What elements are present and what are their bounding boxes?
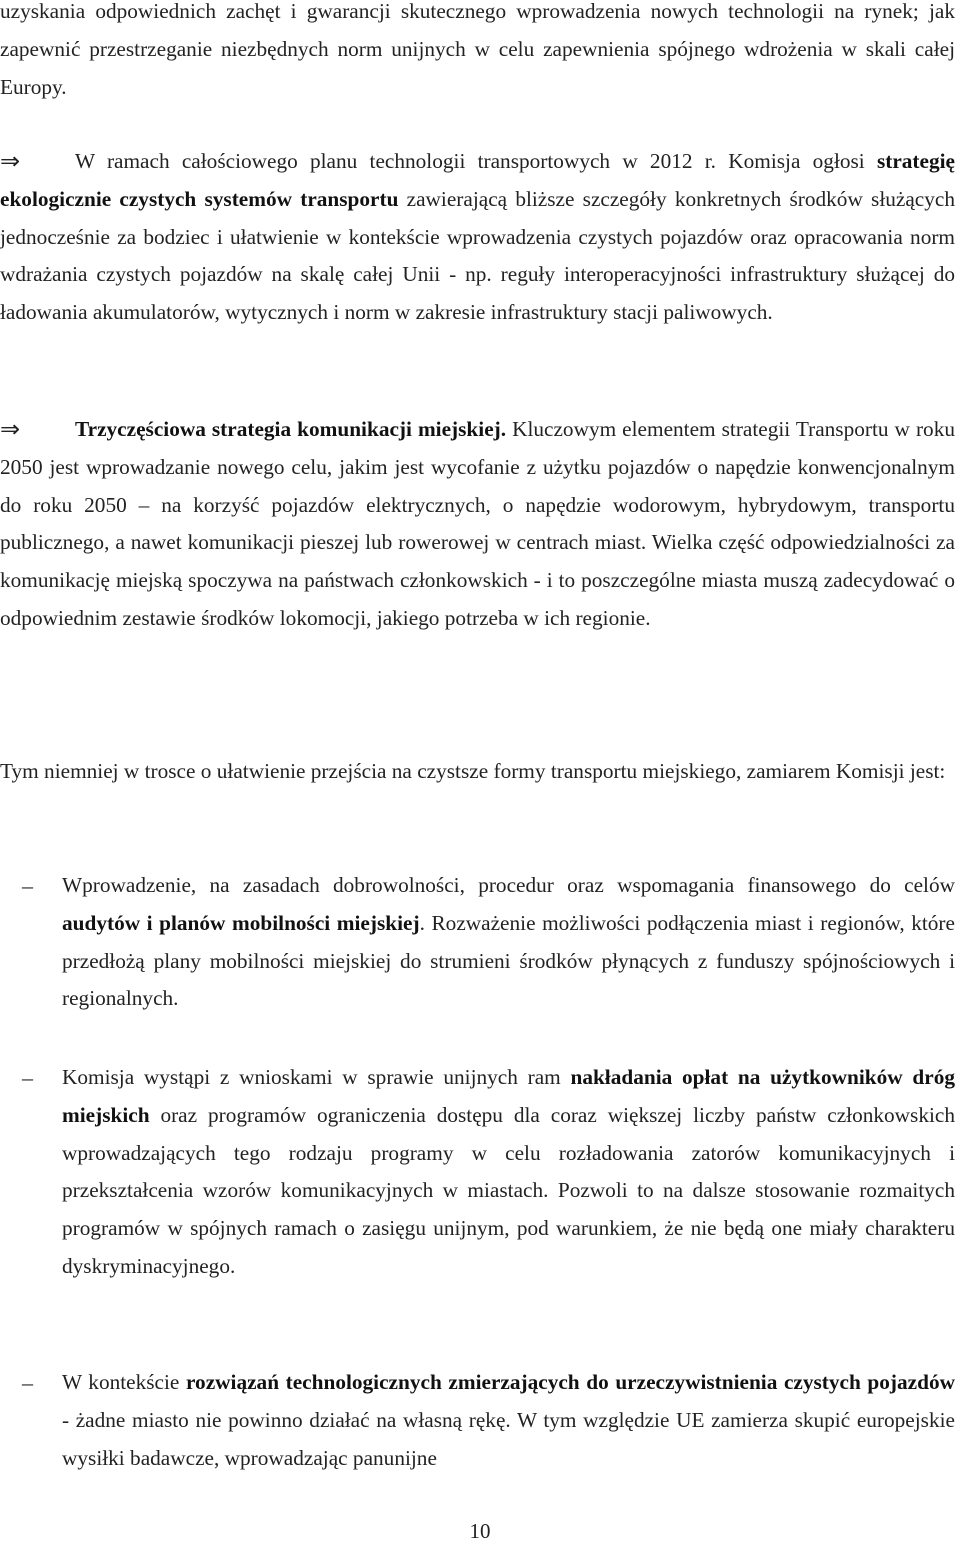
bullet-bold-text: Trzyczęściowa strategia komunikacji miejskiej. — [75, 417, 507, 441]
dash-marker: – — [22, 1065, 33, 1090]
bullet-tail-text: Kluczowym elementem strategii Transportu w roku 2050 jest wprowadzanie nowego celu, jakim jest wycofanie z użytku pojazdów o napędzie konwencjonalnym do roku 2050 – na korzyść pojazdów elektrycznych, o napędzie wodorowym, hybrydowym, transportu publicznego, a nawet komunikacji pieszej lub rowerowej w centrach miast. Wielka część odpowiedzialności za komunikację miejską spoczywa na państwach członkowskich - i to poszczególne miasta muszą zadecydować o odpowiednim zestawie środków lokomocji, jakiego potrzeba w ich regionie. — [0, 417, 955, 630]
bullet-bold-text: strategię ekologicznie czystych systemów transportu — [0, 149, 955, 211]
dash-lead-text: Komisja wystąpi z wnioskami w sprawie unijnych ram — [62, 1065, 571, 1089]
dash-tail-text: oraz programów ograniczenia dostępu dla coraz większej liczby państw członkowskich wprowadzających tego rodzaju programy w celu rozładowania zatorów komunikacyjnych i przekształcenia wzorów komunikacyjnych w miastach. Pozwoli to na dalsze stosowanie rozmaitych programów w spójnych ramach o zasięgu unijnym, pod warunkiem, że nie będą one miały charakteru dyskryminacyjnego. — [62, 1102, 955, 1278]
intro-paragraph: uzyskania odpowiednich zachęt i gwarancji skutecznego wprowadzenia nowych technologii na rynek; jak zapewnić przestrzeganie niezbędnych norm unijnych w celu zapewnienia spójnego wdrożenia w skali całej Europy. — [0, 0, 955, 99]
dash-bold-text: nakładania opłat na użytkowników dróg miejskich — [62, 1065, 955, 1127]
dash-tail-text: . Rozważenie możliwości podłączenia miast i regionów, które przedłożą plany mobilności miejskiej do strumieni środków płynących z funduszy spójnościowych i regionalnych. — [62, 910, 955, 1011]
dash-tail-text: - żadne miasto nie powinno działać na własną rękę. W tym względzie UE zamierza skupić europejskie wysiłki badawcze, wprowadzając panunijne — [62, 1407, 955, 1470]
dash-lead-text: W kontekście — [62, 1370, 186, 1394]
body-paragraph: Tym niemniej w trosce o ułatwienie przejścia na czystsze formy transportu miejskiego, zamiarem Komisji jest: — [0, 759, 946, 783]
dash-bold-text: audytów i planów mobilności miejskiej — [62, 910, 420, 935]
bullet-strategy-clean-transport — [0, 143, 955, 332]
dash-item-road-charging — [62, 1059, 955, 1286]
dash-marker: – — [22, 1370, 33, 1395]
bullet-lead-text: W ramach całościowego planu technologii transportowych w 2012 r. Komisja ogłosi — [75, 149, 877, 173]
dash-item-technology-solutions — [62, 1364, 955, 1477]
double-arrow-icon: ⇒ — [0, 147, 21, 175]
dash-lead-text: Wprowadzenie, na zasadach dobrowolności, procedur oraz wspomagania finansowego do celów — [62, 873, 955, 897]
dash-marker: – — [22, 873, 33, 898]
double-arrow-icon: ⇒ — [0, 415, 21, 443]
bullet-tail-text: zawierającą bliższe szczegóły konkretnych środków służących jednocześnie za bodziec i ułatwienie w kontekście wprowadzenia czystych pojazdów oraz opracowania norm wdrażania czystych pojazdów na skalę całej Unii - np. reguły interoperacyjności infrastruktury służącej do ładowania akumulatorów, wytycznych i norm w zakresie infrastruktury stacji paliwowych. — [0, 186, 955, 325]
dash-bold-text: rozwiązań technologicznych zmierzających do urzeczywistnienia czystych pojazdów — [185, 1370, 955, 1394]
bullet-urban-strategy — [0, 411, 955, 638]
dash-item-mobility-audits — [62, 867, 955, 1018]
page-number: 10 — [469, 1519, 491, 1543]
